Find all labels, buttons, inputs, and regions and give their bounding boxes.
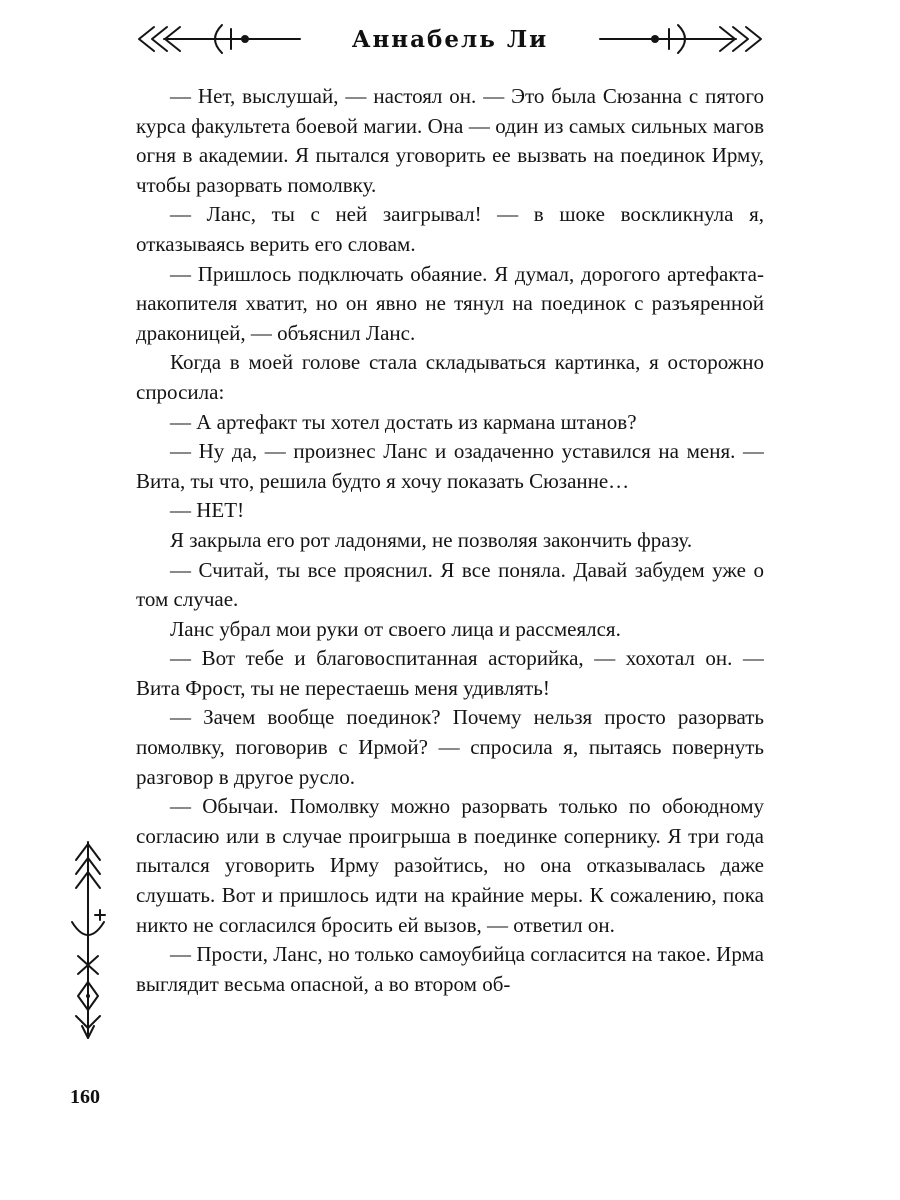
arrow-ornament-right-icon xyxy=(596,22,766,56)
paragraph: — Вот тебе и благовоспитанная асторийка, — хохотал он. — Вита Фрост, ты не перестаешь меня удивлять! xyxy=(136,646,764,700)
paragraph: — Ну да, — произнес Ланс и озадаченно уставился на меня. — Вита, ты что, решила будто я хочу показать Сюзанне… xyxy=(136,439,764,493)
arrow-ornament-left-icon xyxy=(134,22,304,56)
page-number: 160 xyxy=(70,1086,100,1108)
page-header xyxy=(0,22,900,56)
margin-arrow-ornament-icon xyxy=(66,836,110,1051)
paragraph: — Зачем вообще поединок? Почему нельзя просто разорвать помолвку, поговорив с Ирмой? — спросила я, пытаясь повернуть разговор в другое русло. xyxy=(136,705,764,789)
paragraph: — Нет, выслушай, — настоял он. — Это была Сюзанна с пятого курса факультета боевой магии. Она — один из самых сильных магов огня в академии. Я пытался уговорить ее вызвать на поединок Ирму, чтобы разорвать помолвку. xyxy=(136,84,764,197)
author-name: Аннабель Ли xyxy=(351,25,549,53)
paragraph: Ланс убрал мои руки от своего лица и рассмеялся. xyxy=(170,616,621,641)
paragraph: — Обычаи. Помолвку можно разорвать только по обоюдному согласию или в случае проигрыша в поединке сопернику. Я три года пытался уговорить Ирму разойтись, но она отказывалась даже слушать. Вот и пришлось идти на крайние меры. К сожалению, пока никто не согласился бросить ей вызов, — ответил он. xyxy=(136,794,764,937)
paragraph: Я закрыла его рот ладонями, не позволяя закончить фразу. xyxy=(170,527,693,552)
paragraph: — Ланс, ты с ней заигрывал! — в шоке воскликнула я, отказываясь верить его словам. xyxy=(136,202,764,256)
paragraph: — НЕТ! xyxy=(170,498,245,523)
paragraph: — Считай, ты все прояснил. Я все поняла. Давай забудем уже о том случае. xyxy=(136,557,764,612)
text-block xyxy=(136,82,764,1112)
paragraph: — Пришлось подключать обаяние. Я думал, дорогого артефакта-накопителя хватит, но он явно не тянул на поединок с разъяренной драконицей, — объяснил Ланс. xyxy=(136,261,764,345)
paragraph: — А артефакт ты хотел достать из кармана штанов? xyxy=(170,409,637,434)
paragraph: Когда в моей голове стала складываться картинка, я осторожно спросила: xyxy=(136,350,764,404)
paragraph: — Прости, Ланс, но только самоубийца согласится на такое. Ирма выглядит весьма опасной, а во втором об- xyxy=(136,942,764,996)
